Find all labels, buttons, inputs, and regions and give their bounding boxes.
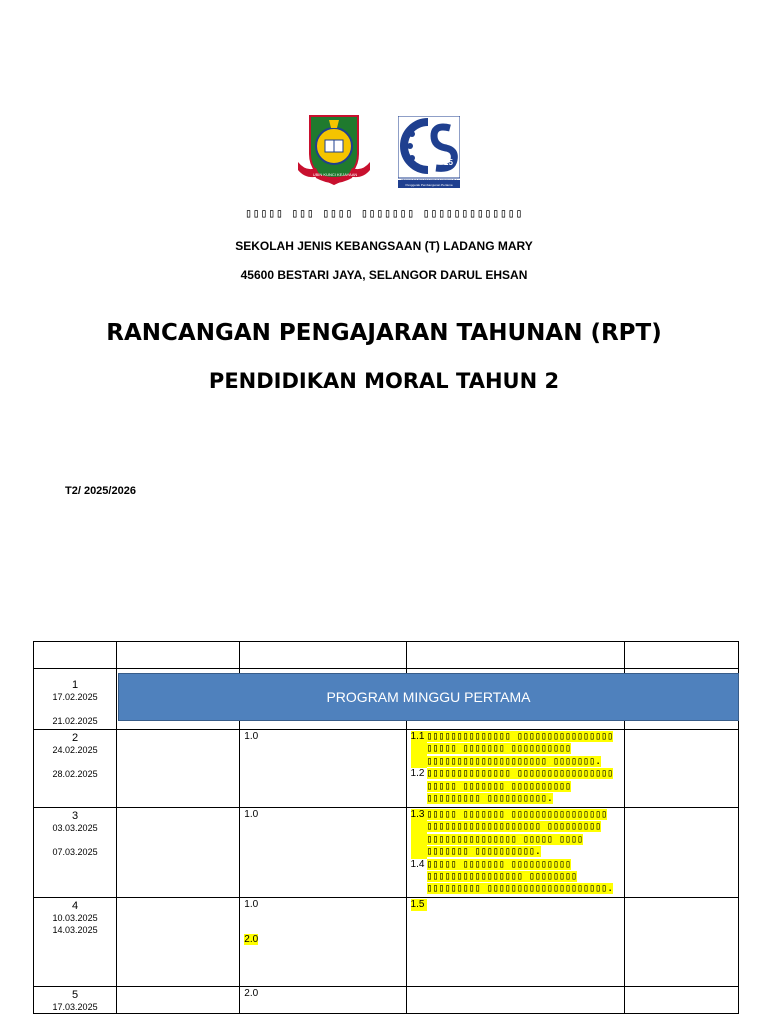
week-cell [34,898,117,987]
standard-text: ▯▯▯▯▯ ▯▯▯▯▯▯▯ ▯▯▯▯▯▯▯▯▯▯ ▯▯▯▯▯▯▯▯▯▯▯▯▯▯▯▯ ▯▯▯▯▯▯▯▯ ▯▯▯▯▯▯▯▯▯ ▯▯▯▯▯▯▯▯▯▯▯▯▯▯▯▯▯▯▯▯. [426,858,614,895]
unit-cell: 1.0 [240,730,406,808]
standard-text: ▯▯▯▯▯ ▯▯▯▯▯▯▯ ▯▯▯▯▯▯▯▯▯▯▯▯▯▯▯▯ ▯▯▯▯▯▯▯▯▯▯▯▯▯▯▯▯▯▯▯ ▯▯▯▯▯▯▯▯▯ ▯▯▯▯▯▯▯▯▯▯▯▯▯▯▯ ▯▯▯▯▯ ▯▯▯▯ ▯▯▯▯▯▯▯ ▯▯▯▯▯▯▯▯▯▯. [426,809,608,858]
cs-logo-caption: PROGRAM TRANSFORMASI SEKOLAH [401,178,457,182]
unit-cell: 1.0 [240,808,406,898]
week-start-date: 24.02.2025 [52,745,98,755]
week-end-date: 21.02.2025 [52,716,98,726]
standard-number: 1.3 [411,809,427,859]
week-start-date: 17.02.2025 [52,692,98,702]
logo-row [0,110,768,190]
table-row [34,730,739,808]
week-end-date: 28.02.2025 [52,769,98,779]
standards-cell [406,730,624,808]
week-start-date: 10.03.2025 [52,913,98,923]
week-number: 4 [71,900,79,912]
table-row [34,898,739,987]
week-cell [34,987,117,1014]
unit-cell [240,898,406,987]
unit-cell: 2.0 [240,987,406,1014]
standard-item [411,768,620,805]
table-row [34,987,739,1014]
crest-motto: UBIN KUNCI KEJAYAAN [312,172,358,177]
school-name-tamil: ▯▯▯▯▯ ▯▯▯ ▯▯▯▯ ▯▯▯▯▯▯▯ ▯▯▯▯▯▯▯▯▯▯▯▯▯ [244,206,524,220]
table-row [34,808,739,898]
week-cell [34,669,117,730]
standards-cell [406,808,624,898]
unit-number-2: 2.0 [244,934,259,945]
cs-logo-subcaption: Penggerak Pembangunan Pertama [405,183,453,187]
standard-number: 1.1 [411,731,427,768]
week-number: 5 [71,989,79,1001]
week-start-date: 17.03.2025 [52,1002,98,1012]
week-cell [34,730,117,808]
school-address: 45600 BESTARI JAYA, SELANGOR DARUL EHSAN [240,268,528,282]
header-cell [624,642,738,669]
week-end-date: 07.03.2025 [52,847,98,857]
header-cell [406,642,624,669]
standard-text: ▯▯▯▯▯▯▯▯▯▯▯▯▯▯ ▯▯▯▯▯▯▯▯▯▯▯▯▯▯▯▯ ▯▯▯▯▯ ▯▯▯▯▯▯▯ ▯▯▯▯▯▯▯▯▯▯ ▯▯▯▯▯▯▯▯▯▯▯▯▯▯▯▯▯▯▯▯ ▯▯▯▯▯▯▯. [426,731,614,767]
standard-text: ▯▯▯▯▯▯▯▯▯▯▯▯▯▯ ▯▯▯▯▯▯▯▯▯▯▯▯▯▯▯▯ ▯▯▯▯▯ ▯▯▯▯▯▯▯ ▯▯▯▯▯▯▯▯▯▯ ▯▯▯▯▯▯▯▯▯ ▯▯▯▯▯▯▯▯▯▯. [426,768,614,805]
standard-item [411,899,620,911]
cs-logo-number: 25 [444,158,453,167]
header-cell [240,642,406,669]
first-week-program-banner: PROGRAM MINGGU PERTAMA [118,673,739,721]
week-number: 2 [71,732,79,744]
standard-item [411,731,620,768]
unit-number: 1.0 [244,899,259,910]
document-title: RANCANGAN PENGAJARAN TAHUNAN (RPT) [106,320,662,346]
week-start-date: 03.03.2025 [52,823,98,833]
table-header-row [34,642,739,669]
header-cell [34,642,117,669]
standard-item [411,859,620,896]
standard-number: 1.4 [410,858,425,870]
standard-number: 1.2 [410,768,425,780]
standards-cell [406,898,624,987]
school-name: SEKOLAH JENIS KEBANGSAAN (T) LADANG MARY [235,239,533,253]
week-cell [34,808,117,898]
week-number: 3 [71,810,79,822]
header-cell [117,642,240,669]
week-end-date: 14.03.2025 [52,925,98,935]
standard-number: 1.5 [411,899,427,911]
document-subtitle: PENDIDIKAN MORAL TAHUN 2 [208,369,560,393]
term-label: T2/ 2025/2026 [65,485,136,497]
week-number: 1 [71,679,79,691]
standard-item [411,809,620,859]
